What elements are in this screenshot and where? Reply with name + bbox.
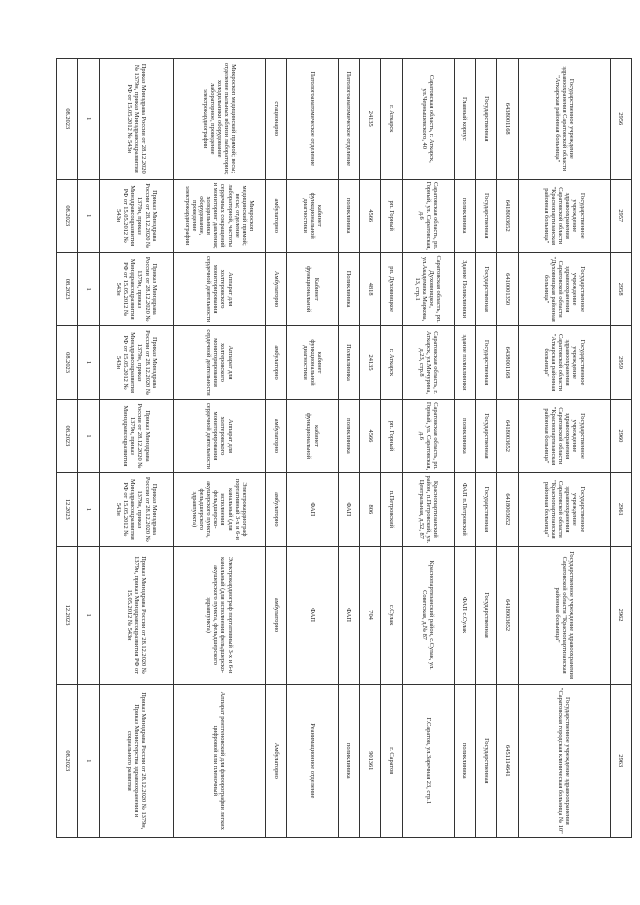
cell-date: 12.2023 — [57, 546, 78, 684]
cell-inn: 6410001350 — [497, 252, 518, 325]
cell-address: Саратовская область, рп. Горный, ул. Саратовская, д.6 — [402, 399, 454, 472]
cell-building: поликлиника — [454, 399, 475, 472]
cell-record-number: 2959 — [610, 326, 631, 399]
cell-ownership-form: Государственная — [475, 399, 496, 472]
row-ownership-form — [475, 59, 496, 838]
cell-record-number: 2956 — [610, 59, 631, 180]
cell-record-number: 2962 — [610, 546, 631, 684]
cell-order: Приказ Минздрава России от 28.12.2020 № 1379н, приказ Минздравсоцразвития РФ от 15.05.2012 № 543н — [99, 179, 173, 252]
cell-index: 4566 — [359, 399, 380, 472]
cell-address: Саратовская область, г. Аткарск, ул.Мичурина, д.23, стр.8 — [402, 326, 454, 399]
row-date — [57, 59, 78, 838]
cell-department: кабинет функциональной диагностики — [287, 179, 338, 252]
row-organization — [518, 59, 610, 838]
cell-order: Приказ Минздрава России от 28.12.2020 № 1379н, Приказ Министерства здравоохранения и социального развития — [99, 684, 173, 837]
cell-ownership-form: Государственная — [475, 326, 496, 399]
cell-organization: Государственное учреждение здравоохранения "Саратовская городская клиническая больница № 10" — [518, 684, 610, 837]
cell-record-number: 2957 — [610, 179, 631, 252]
cell-equipment: Аппарат рентгеновский для флюорографии легких цифровой или пленочный — [173, 684, 265, 837]
cell-index: 704 — [359, 546, 380, 684]
cell-equipment: Микроскоп медицинский прямой; весы; отделение пыльных вблизи лаборатории; холодильники оборудование лабораторное, проведение электрокардиографии — [173, 59, 265, 180]
cell-equipment: Аппарат для холтеровского мониторирования сердечной деятельности — [173, 252, 265, 325]
cell-inn: 6418003652 — [497, 546, 518, 684]
cell-unit: Патологоанатомическое отделение — [338, 59, 359, 180]
row-equipment — [173, 59, 265, 838]
rotated-sheet — [56, 58, 632, 838]
cell-record-number: 2963 — [610, 684, 631, 837]
cell-address: Краснопартизанский район, с.Сулак, ул. Советская, д.№ 87 — [402, 546, 454, 684]
cell-locality: рп. Духовницкое — [381, 252, 402, 325]
cell-index: 901361 — [359, 684, 380, 837]
cell-locality: рп. Горный — [381, 179, 402, 252]
cell-quantity: 1 — [78, 252, 99, 325]
cell-inn: 6418003652 — [497, 179, 518, 252]
cell-department: кабинет функциональной диагностики — [287, 326, 338, 399]
cell-date: 08.2023 — [57, 252, 78, 325]
cell-organization: Государственное учреждение здравоохранения Саратовской области "Краснопартизанская районная больница" — [518, 179, 610, 252]
row-index — [359, 59, 380, 838]
cell-organization: Государственное учреждение здравоохранения Саратовской области "Аткарская районная больница" — [518, 59, 610, 180]
cell-care-type: амбулаторно — [265, 399, 286, 472]
cell-department: ФАП — [287, 473, 338, 546]
cell-ownership-form: Государственная — [475, 473, 496, 546]
row-record-number — [610, 59, 631, 838]
cell-quantity: 1 — [78, 179, 99, 252]
cell-department: Реанимационное отделение — [287, 684, 338, 837]
cell-equipment: Микроскоп медицинский прямой; весы; отделение лабораторной, частоты сердечных сокращений и мониторинг давления; холодильники оборудование, проведение электрокардиографии — [173, 179, 265, 252]
cell-care-type: амбулаторно — [265, 473, 286, 546]
row-inn — [497, 59, 518, 838]
row-building — [454, 59, 475, 838]
cell-index: 24135 — [359, 326, 380, 399]
cell-unit: Поликлиника — [338, 252, 359, 325]
cell-organization: Государственное учреждение здравоохранения Саратовской области "Аткарская районная больница" — [518, 326, 610, 399]
cell-building: Главный корпус — [454, 59, 475, 180]
cell-care-type: амбулаторно — [265, 179, 286, 252]
cell-record-number: 2961 — [610, 473, 631, 546]
cell-locality: г. Саратов — [381, 684, 402, 837]
cell-department: Кабинет функциональной — [287, 252, 338, 325]
row-order — [99, 59, 173, 838]
cell-department: ФАП — [287, 546, 338, 684]
cell-care-type: Амбулаторно — [265, 684, 286, 837]
cell-date: 08.2023 — [57, 684, 78, 837]
row-address — [402, 59, 454, 838]
cell-ownership-form: Государственная — [475, 252, 496, 325]
cell-equipment: Электрокардиограф портативный 3-х и 6-и канальный (для исполнения фельдшерско-акушерского пункта, фельдшерского здравпункта) — [173, 546, 265, 684]
cell-building: ФАП п.Петровский — [454, 473, 475, 546]
cell-locality: г. Аткарск — [381, 59, 402, 180]
cell-organization: Государственное учреждение здравоохранения Саратовской области "Краснопартизанская районная больница" — [518, 546, 610, 684]
cell-ownership-form: Государственная — [475, 546, 496, 684]
cell-inn: 6451114641 — [497, 684, 518, 837]
cell-organization: Государственное учреждение здравоохранения Саратовской области "Краснопартизанская районная больница" — [518, 473, 610, 546]
row-unit — [338, 59, 359, 838]
cell-care-type: амбулаторно — [265, 326, 286, 399]
cell-care-type: амбулаторно — [265, 546, 286, 684]
cell-index: 4566 — [359, 179, 380, 252]
cell-order: Приказ Минздрава России от 28.12.2020 № 1379н, приказ Минздравсоцразвития РФ от 15.05.2012 № 543н — [99, 546, 173, 684]
cell-locality: с.Сулак — [381, 546, 402, 684]
cell-quantity: 1 — [78, 546, 99, 684]
cell-quantity: 1 — [78, 473, 99, 546]
cell-ownership-form: Государственная — [475, 179, 496, 252]
cell-inn: 6438001168 — [497, 326, 518, 399]
equipment-table — [56, 58, 632, 838]
cell-inn: 6418003652 — [497, 473, 518, 546]
cell-index: 4818 — [359, 252, 380, 325]
cell-ownership-form: Государственная — [475, 684, 496, 837]
row-care-type — [265, 59, 286, 838]
cell-locality: п.Петровский — [381, 473, 402, 546]
cell-index: 24135 — [359, 59, 380, 180]
cell-unit: ФАП — [338, 473, 359, 546]
cell-unit: поликлиника — [338, 684, 359, 837]
cell-address: Саратовская область, рп. Духовницкое, ул.Академика Маркова, 13, стр.1 — [402, 252, 454, 325]
cell-unit: Поликлиника — [338, 326, 359, 399]
cell-locality: г. Аткарск — [381, 326, 402, 399]
cell-address: Г.Саратов, ул.Заречная 23, стр.1 — [402, 684, 454, 837]
cell-date: 08.2023 — [57, 399, 78, 472]
cell-date: 08.2023 — [57, 326, 78, 399]
cell-quantity: 1 — [78, 59, 99, 180]
cell-building: Здание Поликлиники — [454, 252, 475, 325]
cell-department: кабинет функциональной — [287, 399, 338, 472]
cell-quantity: 1 — [78, 684, 99, 837]
cell-address: Саратовская область, г. Аткарск, ул.Чернышевского, 40 — [402, 59, 454, 180]
cell-equipment: Электрокардиограф портативный 3-х и 6-и канальный (для исполнения фельдшерско-акушерского пункта, фельдшерского здравпункта) — [173, 473, 265, 546]
cell-equipment: Аппарат для холтеровского мониторирования сердечной деятельности — [173, 326, 265, 399]
cell-date: 08.2023 — [57, 59, 78, 180]
row-quantity — [78, 59, 99, 838]
cell-order: Приказ Минздрава России от 28.12.2020 № 1379н, приказ Минздравсоцразвития РФ от 15.05.2012 № 543н — [99, 59, 173, 180]
row-department — [287, 59, 338, 838]
cell-unit: поликлиника — [338, 399, 359, 472]
row-locality — [381, 59, 402, 838]
cell-unit: ФАП — [338, 546, 359, 684]
cell-date: 12.2023 — [57, 473, 78, 546]
cell-record-number: 2958 — [610, 252, 631, 325]
cell-order: Приказ Минздрава России от 28.12.2020 № 1379н, приказ Минздравсоцразвития РФ от 15.05.2012 № 543н — [99, 326, 173, 399]
cell-building: ФАП с.Сулак — [454, 546, 475, 684]
cell-locality: рп. Горный — [381, 399, 402, 472]
cell-inn: 6438001168 — [497, 59, 518, 180]
cell-inn: 6418003652 — [497, 399, 518, 472]
cell-quantity: 1 — [78, 326, 99, 399]
cell-unit: поликлиника — [338, 179, 359, 252]
cell-building: поликлиника — [454, 179, 475, 252]
cell-date: 08.2023 — [57, 179, 78, 252]
cell-equipment: Аппарат для холтеровского мониторирования сердечной деятельности — [173, 399, 265, 472]
cell-order: Приказ Минздрава России от 28.12.2020 № 1379н, приказ Минздравсоцразвития РФ от 15.05.2012 № 543н — [99, 473, 173, 546]
cell-organization: Государственное учреждение здравоохранения Саратовской области "Духовницкая районная больница" — [518, 252, 610, 325]
cell-building: здание поликлиники — [454, 326, 475, 399]
cell-building: поликлиника — [454, 684, 475, 837]
cell-department: Патологоанатомическое отделение — [287, 59, 338, 180]
cell-ownership-form: Государственная — [475, 59, 496, 180]
cell-organization: Государственное учреждение здравоохранения Саратовской области "Краснопартизанская районная больница" — [518, 399, 610, 472]
cell-quantity: 1 — [78, 399, 99, 472]
cell-care-type: Амбулаторно — [265, 252, 286, 325]
cell-order: Приказ Минздрава России от 28.12.2020 № 1379н, приказ Минздравсоцразвития РФ от 15.05.2012 № 543н — [99, 252, 173, 325]
cell-index: 806 — [359, 473, 380, 546]
cell-address: Краснопартизанский район, п.Петровский, ул. Центральная, д.52, 87 — [402, 473, 454, 546]
cell-order: Приказ Минздрава России от 28.12.2020 № 1379н, приказ Минздравсоцразвития — [99, 399, 173, 472]
cell-care-type: стационарно — [265, 59, 286, 180]
cell-record-number: 2960 — [610, 399, 631, 472]
cell-address: Саратовская область, рп. Горный, ул. Саратовская, д.6 — [402, 179, 454, 252]
